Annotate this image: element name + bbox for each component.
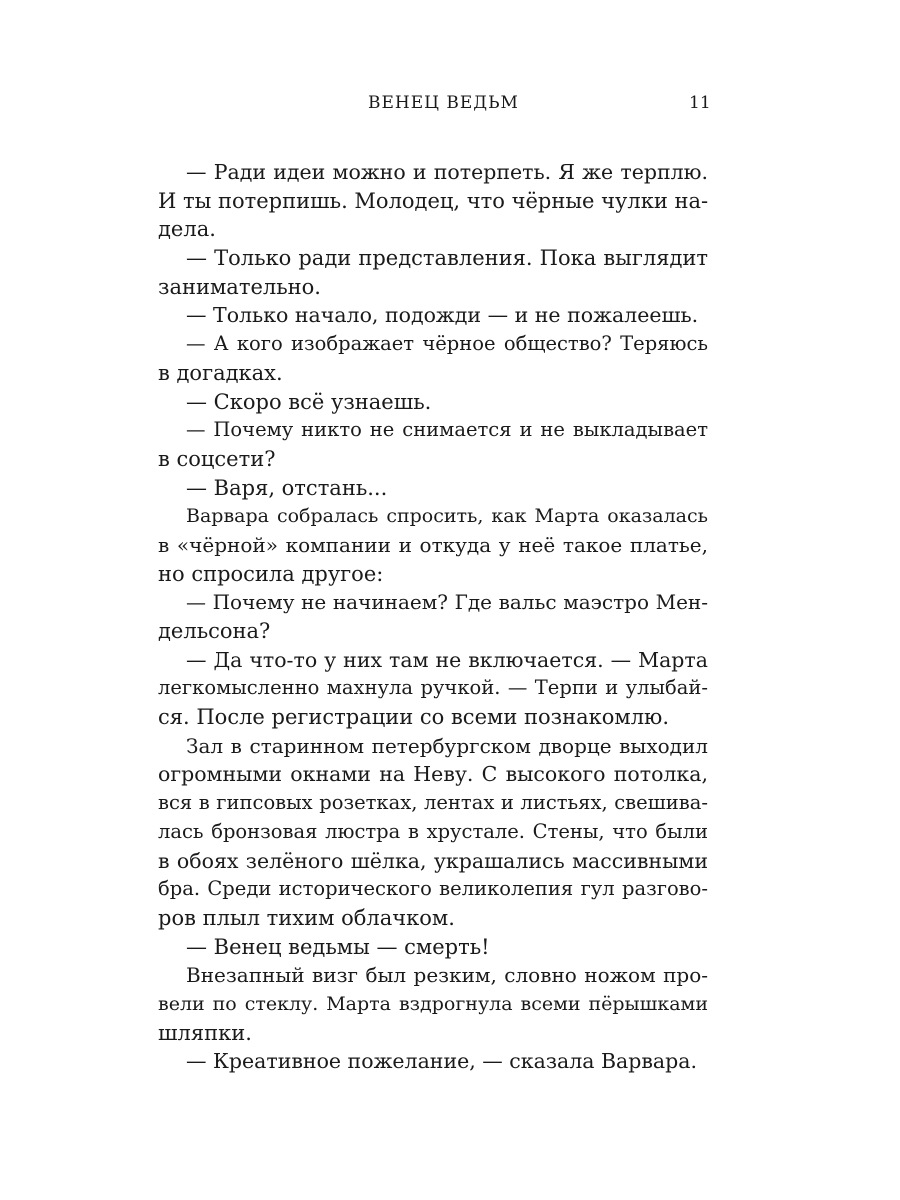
text-line [158,1047,708,1076]
text-line [158,560,708,589]
text-line-content: — Ради идеи можно и потерпеть. Я же терплю. [186,160,708,184]
text-line-content: — А кого изображает чёрное общество? Теряюсь [186,332,708,356]
text-line [158,330,708,359]
text-line-content: ров плыл тихим облачком. [158,905,455,930]
text-line [158,933,708,962]
text-line-content: шляпки. [158,1020,252,1045]
text-line-content: в догадках. [158,360,283,385]
text-line-content: но спросила другое: [158,561,384,586]
text-line [158,416,708,445]
text-line [158,474,708,503]
text-line [158,674,708,703]
text-line-content: — Почему не начинаем? Где вальс маэстро Мен- [186,590,708,615]
text-line [158,789,708,818]
text-line-content: вели по стеклу. Марта вздрогнула всеми пёрышками [158,992,708,1015]
text-line [158,215,708,244]
body-text [158,158,708,1076]
text-line-content: лась бронзовая люстра в хрустале. Стены, что были [158,819,708,843]
text-line-content: ся. После регистрации со всеми познакомлю. [158,705,670,730]
text-line [158,445,708,474]
text-line [158,847,708,876]
text-line [158,961,708,990]
text-line [158,244,708,273]
text-line-content: — Только начало, подожди — и не пожалеешь. [186,303,699,328]
text-line-content: в соцсети? [158,446,276,471]
text-line [158,617,708,646]
text-line-content: — Варя, отстань... [186,475,388,500]
text-line [158,904,708,933]
text-line [158,301,708,330]
text-line-content: — Почему никто не снимается и не выкладывает [186,418,708,442]
text-line [158,703,708,732]
text-line [158,1019,708,1048]
text-line [158,187,708,216]
text-line-content: — Креативное пожелание, — сказала Варвара. [186,1049,698,1074]
text-line [158,158,708,187]
text-line [158,990,708,1019]
text-line [158,760,708,789]
text-line-content: дела. [158,217,216,242]
text-line [158,588,708,617]
text-line-content: дельсона? [158,619,271,643]
text-line-content: — Скоро всё узнаешь. [186,389,432,414]
text-line [158,502,708,531]
text-line-content: Зал в старинном петербургском дворце выходил [186,733,708,758]
text-line [158,388,708,417]
text-line [158,818,708,847]
text-line-content: в обоях зелёного шёлка, украшались массивными [158,848,708,873]
text-line [158,273,708,302]
text-line-content: огромными окнами на Неву. С высокого потолка, [158,762,708,787]
running-title: ВЕНЕЦ ВЕДЬМ [368,93,519,113]
text-line [158,875,708,904]
text-line [158,531,708,560]
text-line-content: И ты потерпишь. Молодец, что чёрные чулки на- [158,188,709,213]
text-line-content: занимательно. [158,274,321,299]
text-line-content: — Венец ведьмы — смерть! [186,934,490,959]
text-line-content: в «чёрной» компании и откуда у неё такое платье, [158,532,708,557]
text-line-content: легкомысленно махнула ручкой. — Терпи и улыбай- [158,676,708,700]
text-line-content: — Только ради представления. Пока выглядит [186,246,708,271]
text-line-content: вся в гипсовых розетках, лентах и листьях, свешива- [158,791,708,815]
text-line [158,359,708,388]
text-line-content: Внезапный визг был резким, словно ножом про- [186,963,708,988]
page-number: 11 [689,93,711,113]
text-line-content: бра. Среди исторического великолепия гул разгово- [158,877,708,901]
text-line-content: Варвара собралась спросить, как Марта оказалась [186,505,708,528]
text-line-content: — Да что-то у них там не включается. — Марта [186,647,708,672]
text-line [158,646,708,675]
text-line [158,732,708,761]
